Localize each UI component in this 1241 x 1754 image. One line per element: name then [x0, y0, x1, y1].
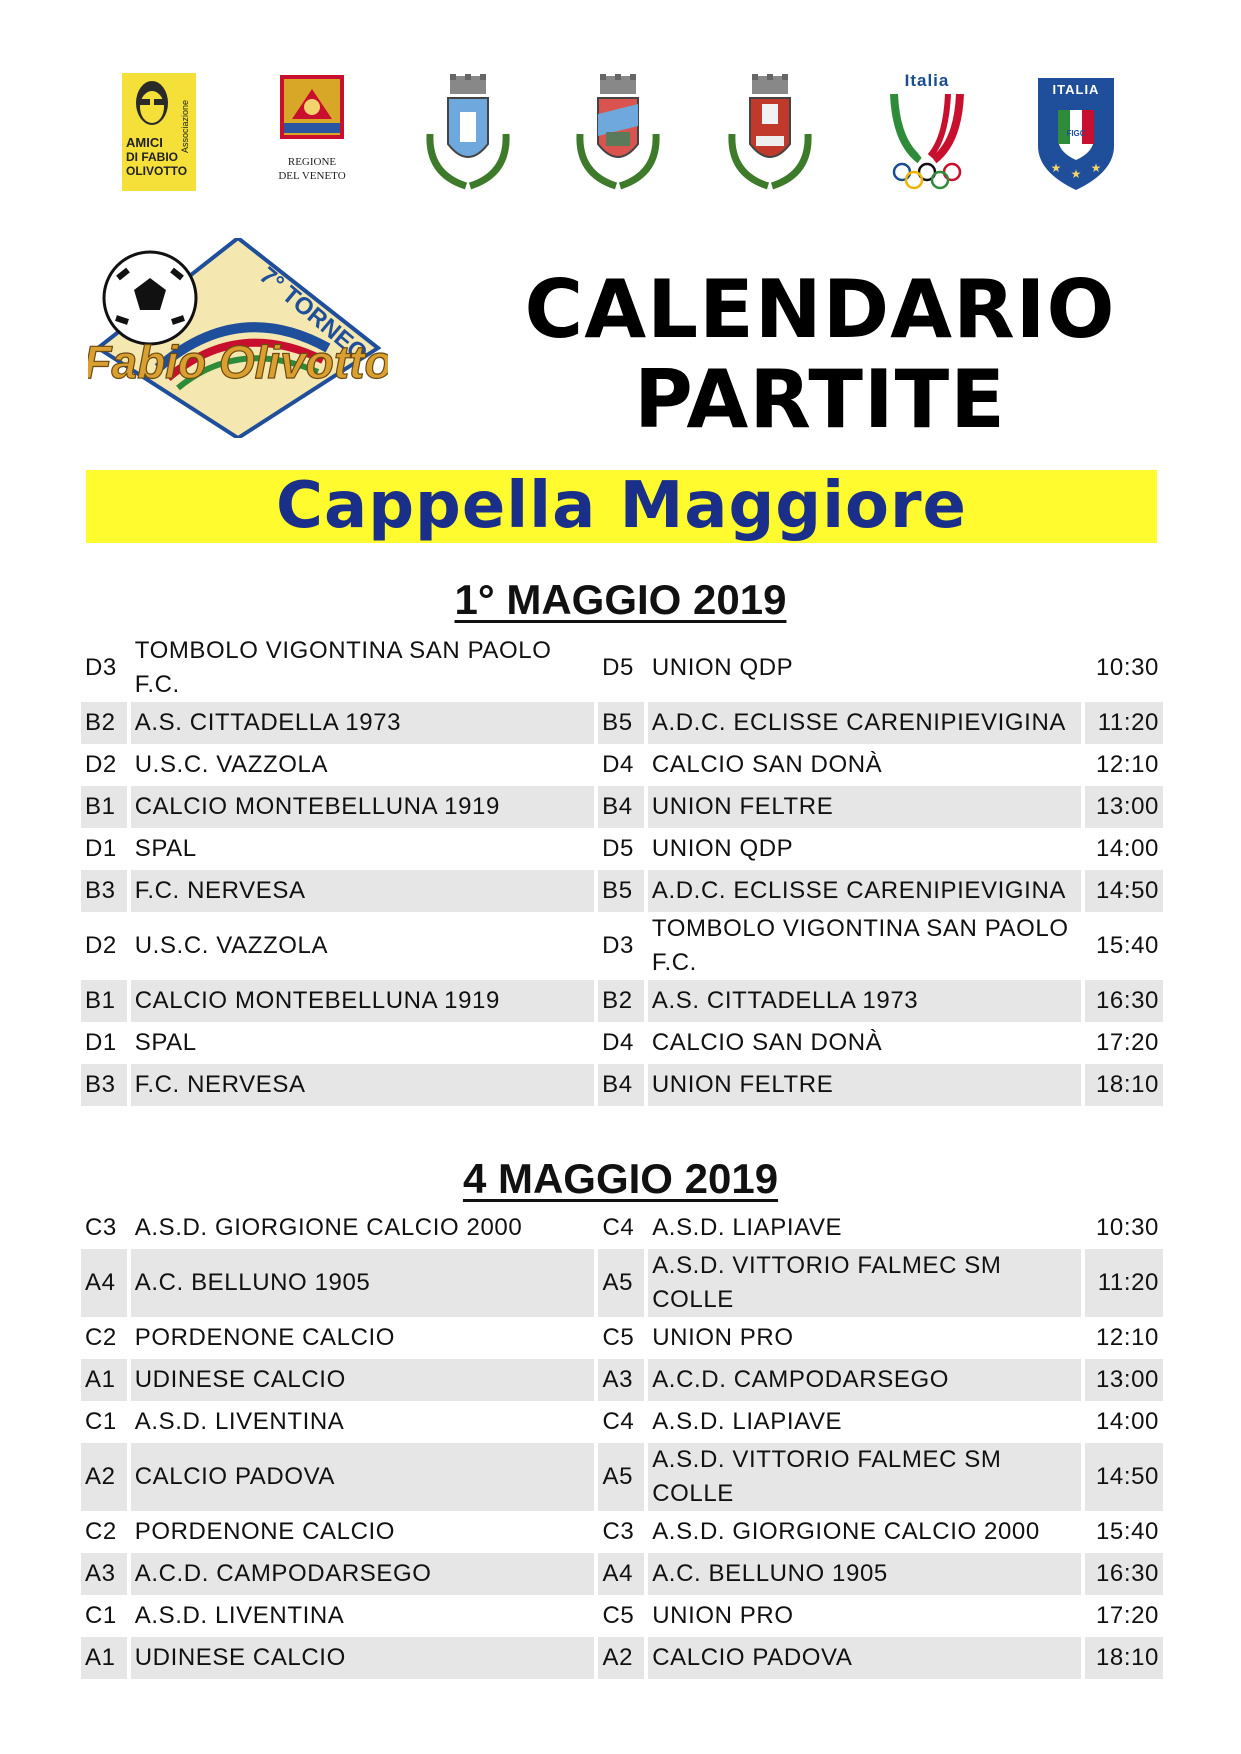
match-row — [81, 912, 1163, 980]
kickoff-time: 15:40 — [1081, 912, 1163, 980]
team-away: A.S.D. VITTORIO FALMEC SM COLLE — [644, 1443, 1081, 1511]
group-home: D1 — [85, 1029, 117, 1056]
match-row — [81, 1064, 1163, 1106]
group-home: A1 — [81, 1637, 127, 1679]
kickoff-time: 14:50 — [1081, 1443, 1163, 1511]
match-row — [81, 1595, 1163, 1637]
svg-text:AMICI: AMICI — [126, 135, 163, 150]
tournament-logo — [88, 238, 388, 438]
match-row — [81, 1359, 1163, 1401]
svg-text:Fabio Olivotto: Fabio Olivotto — [88, 336, 388, 388]
municipal-crest-3 — [722, 74, 818, 198]
group-away: D4 — [594, 744, 644, 786]
group-home: B1 — [81, 980, 127, 1022]
team-home: TOMBOLO VIGONTINA SAN PAOLO F.C. — [127, 634, 594, 702]
group-away: D3 — [594, 912, 644, 980]
kickoff-time: 18:10 — [1081, 1064, 1163, 1106]
schedule-table-day-1 — [81, 634, 1163, 1106]
group-home: D2 — [85, 932, 117, 959]
team-away: A.S.D. VITTORIO FALMEC SM COLLE — [644, 1249, 1081, 1317]
team-away: CALCIO SAN DONÀ — [644, 744, 1081, 786]
team-home: CALCIO MONTEBELLUNA 1919 — [127, 980, 594, 1022]
team-away: A.S.D. LIAPIAVE — [644, 1207, 1081, 1249]
group-away: D4 — [594, 1022, 644, 1064]
group-away: A2 — [594, 1637, 644, 1679]
match-row — [81, 1317, 1163, 1359]
group-away: A4 — [594, 1553, 644, 1595]
venue-banner — [86, 470, 1157, 543]
group-home: A3 — [81, 1553, 127, 1595]
kickoff-time: 14:00 — [1081, 828, 1163, 870]
group-home: C3 — [85, 1214, 117, 1241]
kickoff-time: 12:10 — [1081, 1317, 1163, 1359]
svg-text:Italia: Italia — [904, 72, 950, 90]
group-home: D2 — [85, 751, 117, 778]
kickoff-time: 16:30 — [1081, 1553, 1163, 1595]
group-away: C5 — [594, 1317, 644, 1359]
group-home: D1 — [85, 835, 117, 862]
group-home: C1 — [85, 1602, 117, 1629]
match-row — [81, 870, 1163, 912]
team-away: UNION QDP — [644, 828, 1081, 870]
coni-italia-logo — [880, 72, 974, 196]
match-row — [81, 1553, 1163, 1595]
group-away: C3 — [594, 1511, 644, 1553]
group-home: C2 — [85, 1518, 117, 1545]
team-away: TOMBOLO VIGONTINA SAN PAOLO F.C. — [644, 912, 1081, 980]
kickoff-time: 12:10 — [1081, 744, 1163, 786]
team-away: UNION FELTRE — [644, 1064, 1081, 1106]
group-away: C5 — [594, 1595, 644, 1637]
svg-text:REGIONE: REGIONE — [287, 156, 337, 168]
match-row — [81, 634, 1163, 702]
municipal-crest-1 — [420, 74, 516, 198]
svg-text:DI FABIO: DI FABIO — [126, 150, 179, 164]
team-home: A.C. BELLUNO 1905 — [127, 1249, 595, 1317]
team-home: A.S. CITTADELLA 1973 — [127, 702, 594, 744]
match-row — [81, 828, 1163, 870]
group-home: A4 — [81, 1249, 127, 1317]
group-away: C4 — [594, 1401, 644, 1443]
team-away: A.C. BELLUNO 1905 — [644, 1553, 1081, 1595]
team-home: CALCIO MONTEBELLUNA 1919 — [127, 786, 594, 828]
page-title-line1: CALENDARIO — [524, 263, 1116, 356]
kickoff-time: 15:40 — [1081, 1511, 1163, 1553]
match-row — [81, 1249, 1163, 1317]
team-home: F.C. NERVESA — [127, 870, 594, 912]
group-home: A1 — [81, 1359, 127, 1401]
group-away: A5 — [594, 1249, 644, 1317]
svg-text:7° TORNEO: 7° TORNEO — [254, 261, 373, 368]
team-away: UNION QDP — [644, 634, 1081, 702]
match-row — [81, 1207, 1163, 1249]
svg-text:FIGC: FIGC — [1066, 129, 1086, 138]
sponsor-logos — [0, 70, 1241, 200]
group-away: B2 — [594, 980, 644, 1022]
team-away: CALCIO PADOVA — [644, 1637, 1081, 1679]
group-away: B4 — [594, 786, 644, 828]
group-away: A5 — [594, 1443, 644, 1511]
team-away: A.S. CITTADELLA 1973 — [644, 980, 1081, 1022]
team-home: SPAL — [127, 1022, 594, 1064]
team-away: CALCIO SAN DONÀ — [644, 1022, 1081, 1064]
match-row — [81, 1401, 1163, 1443]
svg-text:OLIVOTTO: OLIVOTTO — [126, 164, 188, 178]
kickoff-time: 10:30 — [1081, 634, 1163, 702]
match-row — [81, 786, 1163, 828]
kickoff-time: 13:00 — [1081, 1359, 1163, 1401]
group-home: C1 — [85, 1408, 117, 1435]
svg-text:Associazione: Associazione — [180, 99, 190, 153]
group-away: B5 — [594, 702, 644, 744]
group-away: B5 — [594, 870, 644, 912]
kickoff-time: 17:20 — [1081, 1022, 1163, 1064]
match-row — [81, 744, 1163, 786]
team-away: A.D.C. ECLISSE CARENIPIEVIGINA — [644, 870, 1081, 912]
day-title-1: 1° MAGGIO 2019 — [454, 576, 787, 623]
team-home: UDINESE CALCIO — [127, 1359, 595, 1401]
team-home: F.C. NERVESA — [127, 1064, 594, 1106]
regione-veneto-logo — [272, 75, 352, 195]
team-home: U.S.C. VAZZOLA — [127, 912, 594, 980]
team-home: PORDENONE CALCIO — [127, 1511, 595, 1553]
team-home: PORDENONE CALCIO — [127, 1317, 595, 1359]
match-row — [81, 1443, 1163, 1511]
kickoff-time: 11:20 — [1081, 1249, 1163, 1317]
group-home: B3 — [81, 870, 127, 912]
team-away: A.D.C. ECLISSE CARENIPIEVIGINA — [644, 702, 1081, 744]
group-away: D5 — [594, 634, 644, 702]
group-home: A2 — [81, 1443, 127, 1511]
venue-name: Cappella Maggiore — [276, 469, 967, 543]
team-home: UDINESE CALCIO — [127, 1637, 595, 1679]
group-away: D5 — [594, 828, 644, 870]
team-home: A.C.D. CAMPODARSEGO — [127, 1553, 595, 1595]
svg-text:★: ★ — [1090, 161, 1102, 175]
group-home: B1 — [81, 786, 127, 828]
municipal-crest-2 — [570, 74, 666, 198]
team-away: UNION PRO — [644, 1595, 1081, 1637]
figc-italia-logo — [1036, 76, 1116, 192]
group-home: B3 — [81, 1064, 127, 1106]
team-home: U.S.C. VAZZOLA — [127, 744, 594, 786]
team-home: CALCIO PADOVA — [127, 1443, 595, 1511]
team-away: A.S.D. LIAPIAVE — [644, 1401, 1081, 1443]
team-away: UNION FELTRE — [644, 786, 1081, 828]
group-home: D3 — [85, 654, 117, 681]
match-row — [81, 1637, 1163, 1679]
group-away: C4 — [594, 1207, 644, 1249]
group-home: C2 — [85, 1324, 117, 1351]
page-title-line2: PARTITE — [634, 353, 1006, 446]
kickoff-time: 13:00 — [1081, 786, 1163, 828]
amici-fabio-olivotto-logo — [122, 73, 196, 191]
kickoff-time: 16:30 — [1081, 980, 1163, 1022]
kickoff-time: 18:10 — [1081, 1637, 1163, 1679]
match-row — [81, 1022, 1163, 1064]
team-away: A.S.D. GIORGIONE CALCIO 2000 — [644, 1511, 1081, 1553]
svg-text:DEL VENETO: DEL VENETO — [278, 170, 346, 182]
kickoff-time: 11:20 — [1081, 702, 1163, 744]
schedule-table-day-2 — [81, 1207, 1163, 1679]
kickoff-time: 14:50 — [1081, 870, 1163, 912]
day-title-2: 4 MAGGIO 2019 — [462, 1155, 779, 1202]
svg-text:ITALIA: ITALIA — [1052, 82, 1100, 97]
group-home: B2 — [81, 702, 127, 744]
group-away: B4 — [594, 1064, 644, 1106]
team-home: A.S.D. LIVENTINA — [127, 1595, 595, 1637]
match-row — [81, 1511, 1163, 1553]
kickoff-time: 14:00 — [1081, 1401, 1163, 1443]
match-row — [81, 980, 1163, 1022]
group-away: A3 — [594, 1359, 644, 1401]
match-row — [81, 702, 1163, 744]
svg-text:★: ★ — [1070, 167, 1082, 181]
team-away: A.C.D. CAMPODARSEGO — [644, 1359, 1081, 1401]
kickoff-time: 17:20 — [1081, 1595, 1163, 1637]
team-home: SPAL — [127, 828, 594, 870]
team-home: A.S.D. LIVENTINA — [127, 1401, 595, 1443]
kickoff-time: 10:30 — [1081, 1207, 1163, 1249]
svg-text:★: ★ — [1050, 161, 1062, 175]
team-away: UNION PRO — [644, 1317, 1081, 1359]
team-home: A.S.D. GIORGIONE CALCIO 2000 — [127, 1207, 595, 1249]
